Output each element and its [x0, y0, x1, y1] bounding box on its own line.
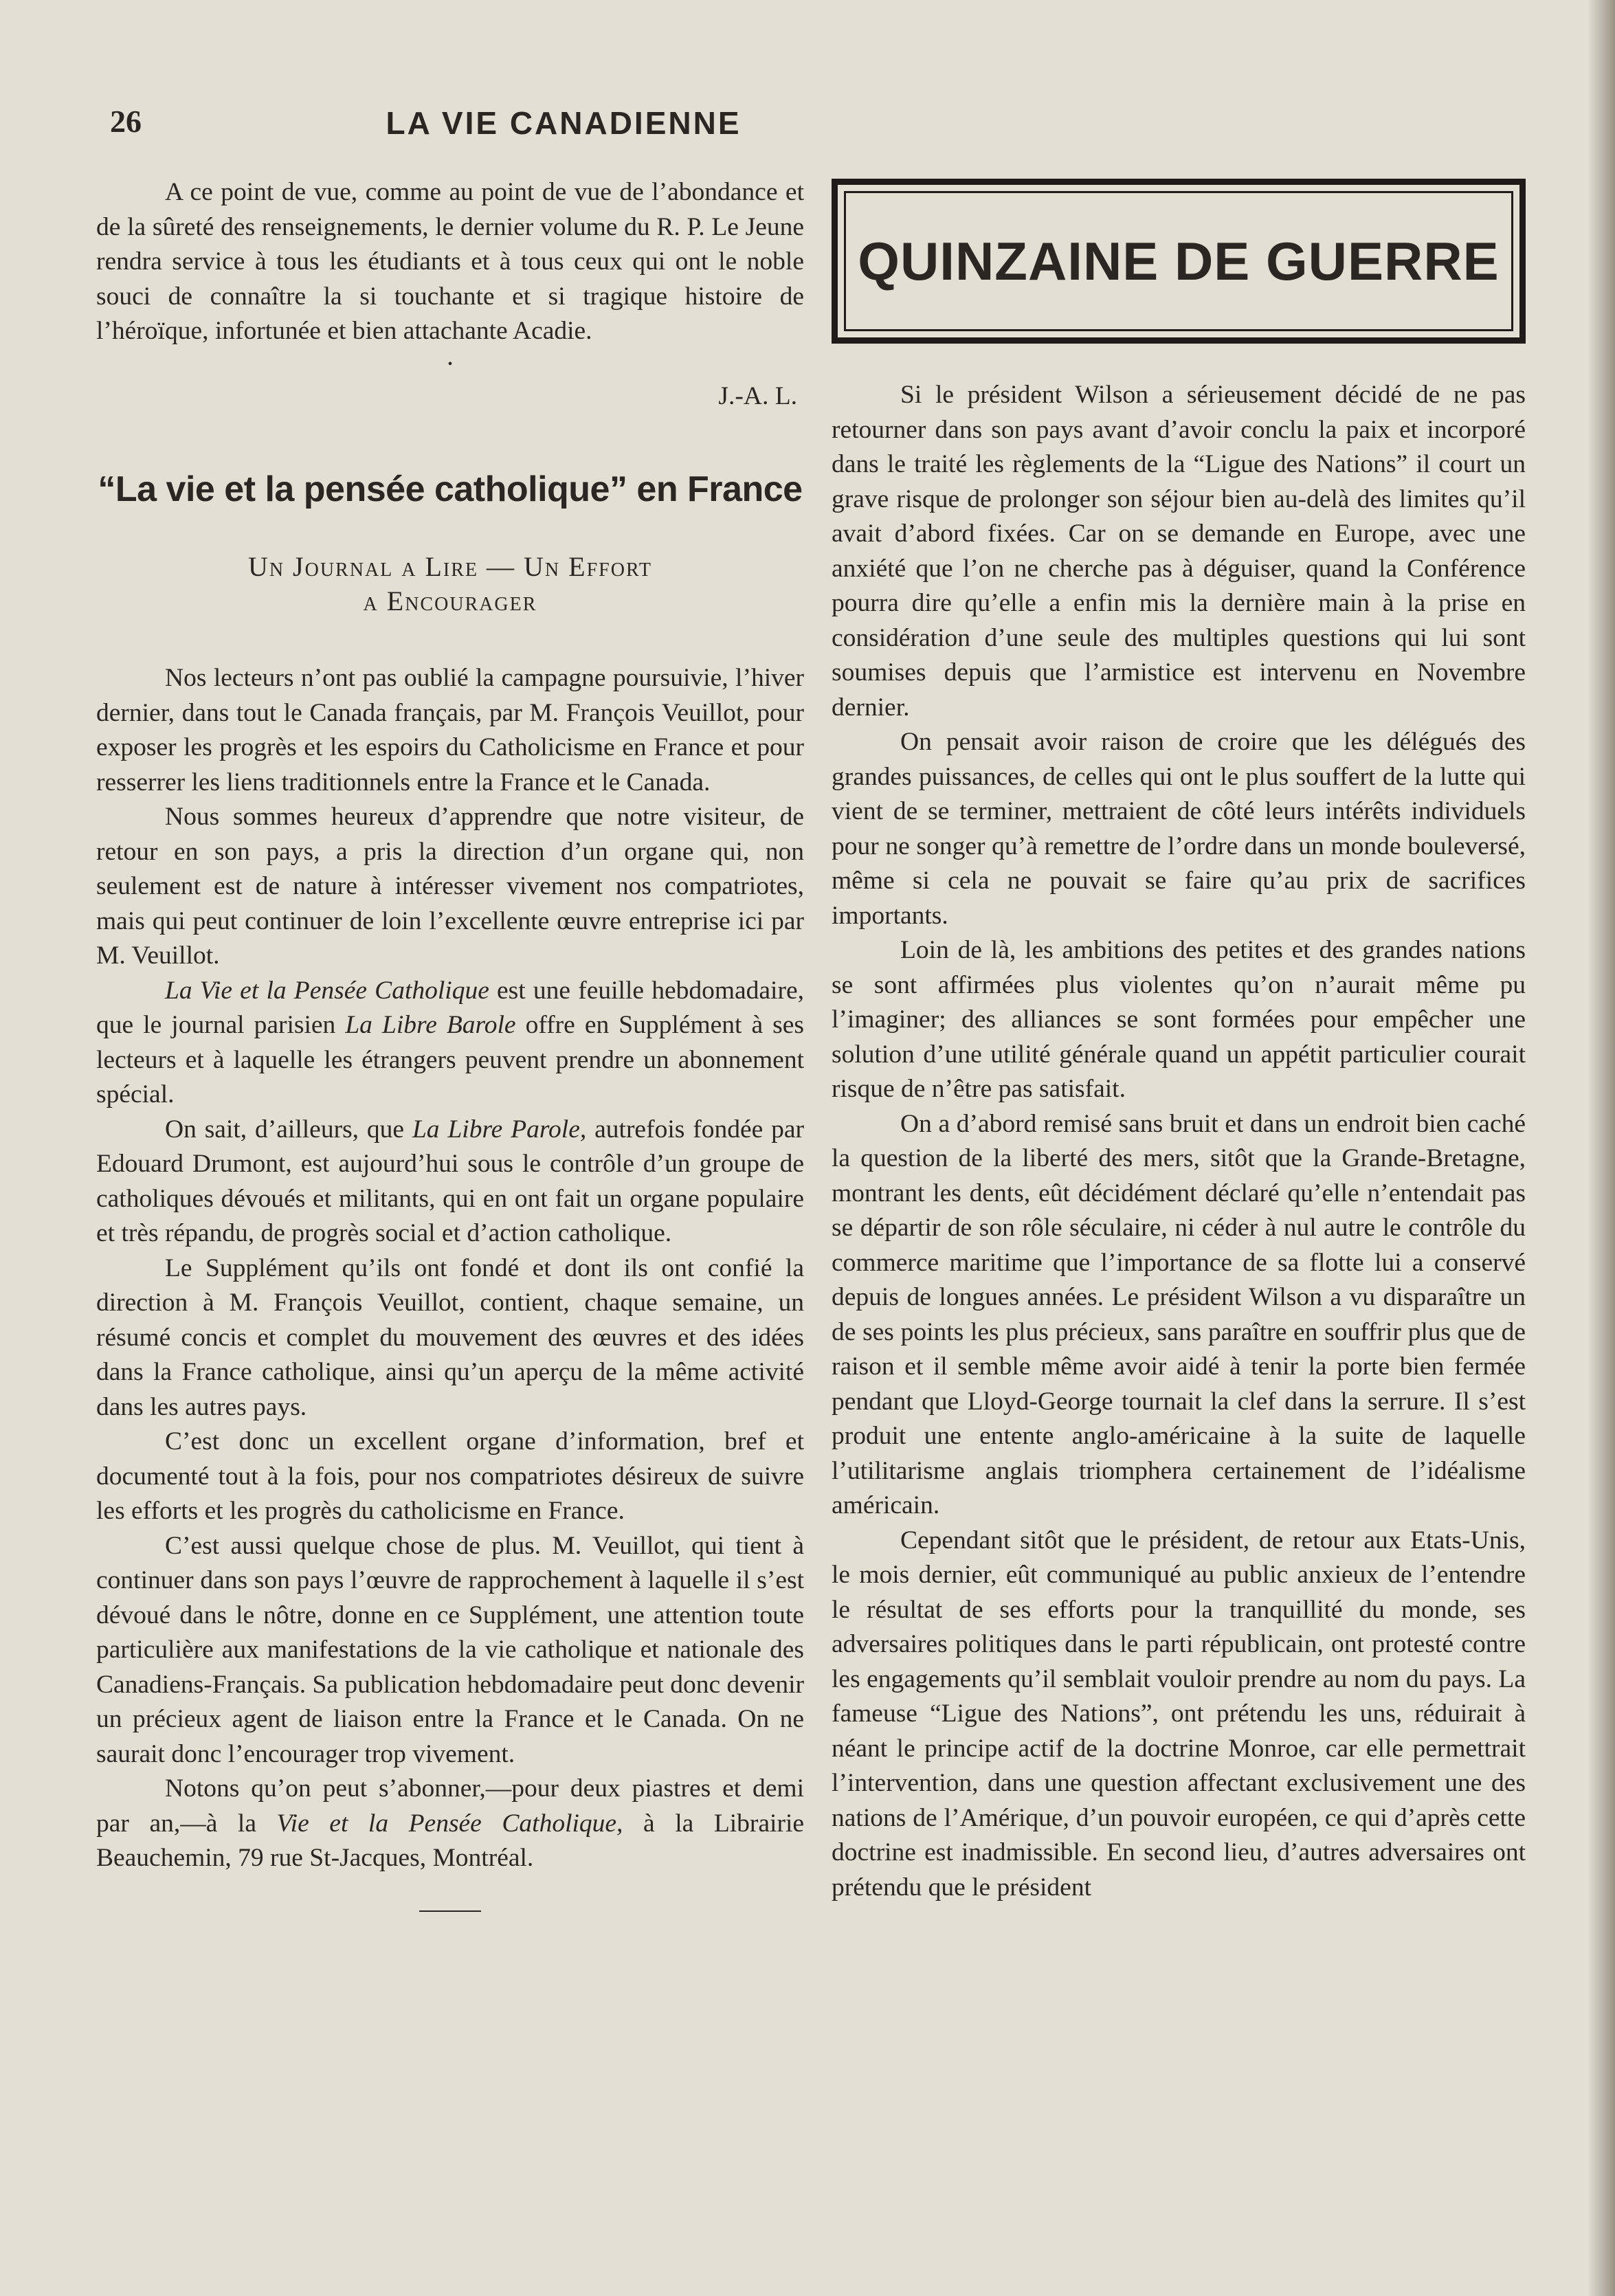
publication-title: Vie et la Pensée Catholique, [276, 1809, 623, 1838]
subheading-line-1: Un Journal a Lire — Un Effort [247, 551, 653, 582]
article-paragraph: On pensait avoir raison de croire que les délégués des grandes puissances, de celles qui ont le plus souffert de la lutte qui vient de se terminer, mettraient de côté leurs intérêts individuels pour ne songer qu’à remettre de l’ordre dans un monde bouleversé, même si cela ne pouvait se faire qu’au prix de sacrifices importants. [832, 728, 1526, 930]
article-paragraph: La Vie et la Pensée Catholique est une feuille hebdomadaire, que le journal parisien La Libre Barole offre en Supplément à ses lecteurs et à laquelle les étrangers peuvent prendre un abonnement spécial. [96, 976, 805, 1108]
article-paragraph: C’est aussi quelque chose de plus. M. Veuillot, qui tient à continuer dans son pays l’œuvre de rapprochement à laquelle il s’est dévoué dans le nôtre, donne en ce Supplément, une attention toute particulière aux manifestations de la vie catholique et nationale des Canadiens-Français. Sa publication hebdomadaire peut donc devenir un précieux agent de liaison entre la France et le Canada. On ne saurait donc l’encourager trop vivement. [96, 1531, 804, 1768]
article-paragraph: Cependant sitôt que le président, de retour aux Etats-Unis, le mois dernier, eût communiqué au public anxieux de l’entendre le résultat de ses efforts pour la tranquillité du monde, ses adversaires politiques dans le parti républicain, ont protesté contre les engagements qu’il semblait vouloir prendre au nom du pays. La fameuse “Ligue des Nations”, ont prétendu les uns, réduirait à néant le principe actif de la doctrine Monroe, car elle permettrait l’intervention, dans une question affectant exclusivement une des nations de l’Amérique, d’un pouvoir européen, ce qui d’après cette doctrine est inadmissible. En second lieu, d’autres adversaires ont prétendu que le président [832, 1526, 1526, 1902]
article-paragraph: Nous sommes heureux d’apprendre que notre visiteur, de retour en son pays, a pris la direction d’un organe qui, non seulement est de nature à intéresser vivement nos compatriotes, mais qui peut continuer de loin l’excellente œuvre entreprise ici par M. Veuillot. [96, 803, 804, 970]
article-paragraph: Si le président Wilson a sérieusement décidé de ne pas retourner dans son pays avant d’avoir conclu la paix et incorporé dans le traité les règlements de la “Ligue des Nations” il court un grave risque de prolonger son séjour bien au-delà des limites qu’il avait d’abord fixées. Car on se demande en Europe, avec une anxiété que l’on ne cherche pas à déguiser, quand la Conférence pourra dire qu’elle a enfin mis la dernière main à la prise en considération d’une seule des multiples questions qui lui sont soumises depuis que l’armistice est intervenu en Novembre dernier. [832, 381, 1526, 722]
article-paragraph: Notons qu’on peut s’abonner,—pour deux piastres et demi par an,—à la Vie et la Pensée Catholique, à la Librairie Beauchemin, 79 rue St-Jacques, Montréal. [96, 1774, 805, 1872]
publication-title: La Libre Barole [345, 1011, 516, 1039]
section-title-box-inner [844, 191, 1513, 331]
review-closing-paragraph: A ce point de vue, comme au point de vue de l’abondance et de la sûreté des renseignements, le dernier volume du R. P. Le Jeune rendra service à tous les étudiants et à tous ceux qui ont le noble souci de connaître la si touchante et si tragique histoire de l’héroïque, infortunée et bien attachante Acadie. [96, 178, 804, 345]
article-paragraph: Nos lecteurs n’ont pas oublié la campagne poursuivie, l’hiver dernier, dans tout le Canada français, par M. François Veuillot, pour exposer les progrès et les espoirs du Catholicisme en France et pour resserrer les liens traditionnels entre la France et le Canada. [96, 664, 804, 796]
left-column [96, 175, 804, 1912]
page-number: 26 [110, 104, 142, 139]
end-rule [419, 1910, 481, 1912]
right-column [832, 175, 1526, 1905]
binding-shadow [1588, 0, 1615, 2296]
article-paragraph: On sait, d’ailleurs, que La Libre Parole, autrefois fondée par Edouard Drumont, est aujourd’hui sous le contrôle d’un groupe de catholiques dévoués et militants, qui en ont fait un organe populaire et très répandu, de progrès social et d’action catholique. [96, 1115, 804, 1247]
article-paragraph: Loin de là, les ambitions des petites et des grandes nations se sont affirmées plus violentes qu’on n’aurait même pu l’imaginer; des alliances se sont formées pour empêcher une solution d’une utilité générale quand un appétit particulier courait risque de n’être pas satisfait. [832, 936, 1526, 1103]
article-paragraph: C’est donc un excellent organe d’information, bref et documenté tout à la fois, pour nos compatriotes désireux de suivre les efforts et les progrès du catholicisme en France. [96, 1427, 804, 1525]
subheading-line-2: a Encourager [363, 586, 537, 616]
ornament-dot: • [447, 356, 453, 372]
section-title-box [832, 179, 1526, 344]
publication-title: La Libre Parole, [412, 1115, 587, 1144]
article-paragraph: Le Supplément qu’ils ont fondé et dont ils ont confié la direction à M. François Veuillot, contient, chaque semaine, un résumé concis et complet du mouvement des œuvres et des idées dans la France catholique, ainsi qu’un aperçu de la même activité dans les autres pays. [96, 1253, 804, 1421]
running-head [110, 103, 1017, 144]
article-subheading [96, 550, 804, 618]
section-title: QUINZAINE DE GUERRE [858, 230, 1500, 291]
article-paragraph: On a d’abord remisé sans bruit et dans un endroit bien caché la question de la liberté des mers, sitôt que la Grande-Bretagne, montrant les dents, eût décidément déclaré qu’elle n’entendait pas se départir de son rôle séculaire, ni céder à nul autre le contrôle du commerce maritime que l’importance de sa flotte lui a conservé depuis de longues années. Le président Wilson a vu disparaître un de ses points les plus précieux, sans paraître en souffrir plus que de raison et il semble même avoir aidé à tenir la porte bien fermée pendant que Lloyd-George tournait la clef dans la serrure. Il s’est produit une entente anglo-américaine à la suite de laquelle l’utilitarisme anglais triomphera certainement de l’idéalisme américain. [832, 1109, 1526, 1519]
publication-title: La Vie et la Pensée Catholique [165, 976, 489, 1005]
article-headline: “La vie et la pensée catholique” en France [98, 469, 803, 509]
author-signature: J.-A. L. [718, 381, 797, 410]
journal-title: LA VIE CANADIENNE [386, 105, 742, 141]
